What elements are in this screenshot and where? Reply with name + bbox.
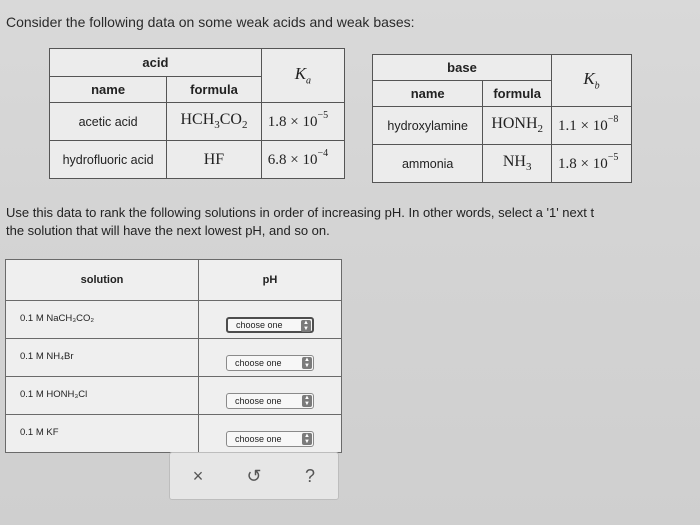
ka-symbol: K bbox=[294, 64, 307, 84]
base-name-cell: ammonia bbox=[373, 145, 483, 183]
select-arrows-icon: ▲ ▼ bbox=[302, 357, 312, 369]
acid-group-header: acid bbox=[50, 49, 262, 77]
solution-cell: 0.1 M KF bbox=[6, 415, 199, 453]
acid-table bbox=[49, 48, 345, 179]
acid-name-header: name bbox=[50, 77, 167, 103]
ph-cell bbox=[199, 339, 342, 377]
intro-text: Consider the following data on some weak acids and weak bases: bbox=[6, 14, 415, 30]
select-arrows-icon: ▲ ▼ bbox=[302, 433, 312, 445]
kb-header bbox=[552, 55, 632, 107]
help-icon[interactable]: ? bbox=[304, 465, 315, 486]
rank-select[interactable]: choose one ▲ ▼ bbox=[226, 431, 314, 447]
rank-select[interactable]: choose one ▲ ▼ bbox=[226, 355, 314, 371]
ka-sub: a bbox=[306, 75, 312, 87]
answer-toolbar bbox=[169, 452, 339, 500]
rank-select[interactable]: choose one ▲ ▼ bbox=[226, 317, 314, 333]
base-name-header: name bbox=[373, 81, 483, 107]
acid-name-cell: hydrofluoric acid bbox=[50, 141, 167, 179]
ka-value-cell: $6.8 \times 10^{-4}$ bbox=[261, 141, 344, 179]
acid-name-cell: acetic acid bbox=[50, 103, 167, 141]
solution-cell: 0.1 M HONH₃Cl bbox=[6, 377, 199, 415]
acid-formula-header: formula bbox=[167, 77, 262, 103]
solution-cell: 0.1 M NH₄Br bbox=[6, 339, 199, 377]
solution-cell: 0.1 M NaCH₃CO₂ bbox=[6, 301, 199, 339]
base-name-cell: hydroxylamine bbox=[373, 107, 483, 145]
kb-value-cell: $1.8 \times 10^{-5}$ bbox=[552, 145, 632, 183]
base-group-header: base bbox=[373, 55, 552, 81]
select-arrows-icon: ▲ ▼ bbox=[302, 395, 312, 407]
base-formula-cell: $HONH_2$ bbox=[483, 107, 552, 145]
base-formula-header: formula bbox=[483, 81, 552, 107]
instructions-line-2: the solution that will have the next lowest pH, and so on. bbox=[6, 223, 330, 238]
instructions-line-1: Use this data to rank the following solutions in order of increasing pH. In other words, select a '1' next t bbox=[6, 205, 595, 220]
kb-symbol: K bbox=[583, 69, 595, 89]
base-table bbox=[372, 54, 632, 183]
select-arrows-icon: ▲ ▼ bbox=[301, 320, 311, 332]
ph-cell bbox=[199, 377, 342, 415]
undo-icon[interactable]: ↺ bbox=[246, 465, 262, 486]
ph-cell bbox=[199, 301, 342, 339]
kb-value-cell: $1.1 \times 10^{-8}$ bbox=[552, 107, 632, 145]
acid-formula-cell: $HCH_3CO_2$ bbox=[167, 103, 262, 141]
instructions-text bbox=[6, 204, 700, 240]
base-formula-cell: $NH_3$ bbox=[483, 145, 552, 183]
ph-header: pH bbox=[199, 260, 342, 301]
clear-icon[interactable]: × bbox=[192, 465, 204, 486]
kb-sub: b bbox=[594, 80, 600, 92]
rank-select[interactable]: choose one ▲ ▼ bbox=[226, 393, 314, 409]
solution-header: solution bbox=[6, 260, 199, 301]
ka-header bbox=[261, 49, 344, 103]
rank-table bbox=[5, 259, 342, 453]
ph-cell bbox=[199, 415, 342, 453]
ka-value-cell: $1.8 \times 10^{-5}$ bbox=[261, 103, 344, 141]
acid-formula-cell: HF bbox=[167, 141, 262, 179]
